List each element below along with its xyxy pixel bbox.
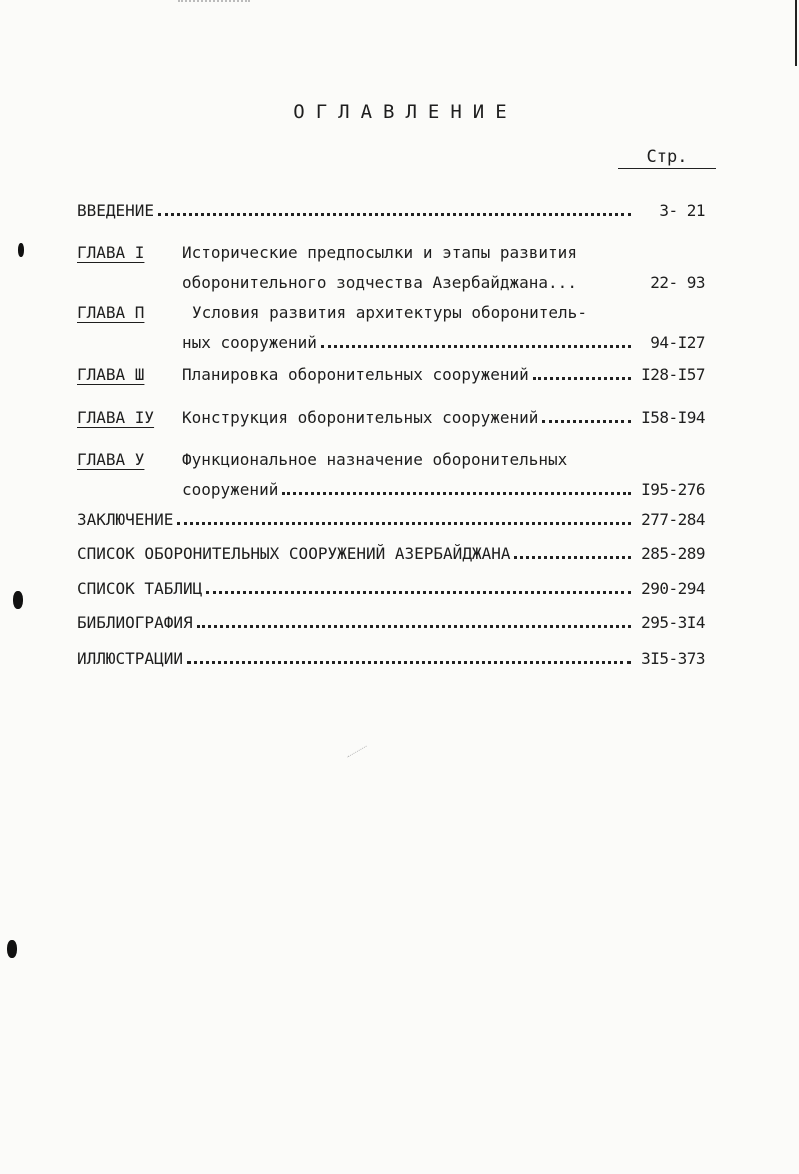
- entry-pages: 295-3I4: [641, 613, 705, 632]
- dot-leader: [177, 512, 631, 525]
- chapter-title-line1: Исторические предпосылки и этапы развития: [182, 243, 577, 262]
- entry-pages: 3I5-373: [641, 649, 705, 668]
- toc-entry-intro: [77, 196, 705, 226]
- toc-title: ОГЛАВЛЕНИЕ: [293, 101, 518, 123]
- dot-leader: [158, 203, 631, 216]
- toc-entry-conclusion: [77, 505, 705, 535]
- entry-pages: I58-I94: [641, 408, 705, 427]
- entry-label: ВВЕДЕНИЕ: [77, 201, 155, 220]
- entry-label: СПИСОК ТАБЛИЦ: [77, 579, 203, 598]
- dot-leader: [206, 581, 631, 594]
- entry-label: СПИСОК ОБОРОНИТЕЛЬНЫХ СООРУЖЕНИЙ АЗЕРБАЙДЖАНА: [77, 544, 511, 563]
- chapter-label: ГЛАВА Ш: [77, 365, 145, 384]
- dot-leader: [187, 651, 631, 664]
- toc-entry-table-list: [77, 574, 705, 604]
- chapter-label: ГЛАВА П: [77, 303, 145, 322]
- entry-label: ЗАКЛЮЧЕНИЕ: [77, 510, 174, 529]
- entry-pages: 290-294: [641, 579, 705, 598]
- entry-pages: 94-I27: [650, 333, 705, 352]
- toc-entry-fortification-list: [77, 539, 705, 569]
- entry-pages: 3- 21: [659, 201, 705, 220]
- binder-mark: [18, 243, 24, 257]
- chapter-title-line1: Конструкция оборонительных сооружений: [182, 408, 539, 427]
- toc-entry-bibliography: [77, 608, 705, 638]
- dot-leader: [197, 615, 631, 628]
- binder-mark: [13, 591, 23, 609]
- toc-entry-chapter-1: [77, 238, 705, 298]
- chapter-title-line1: Условия развития архитектуры оборонитель-: [192, 303, 587, 322]
- chapter-label: ГЛАВА У: [77, 450, 145, 469]
- entry-pages: 277-284: [641, 510, 705, 529]
- chapter-title-line1: Функциональное назначение оборонительных: [182, 450, 568, 469]
- chapter-title-line2: ных сооружений: [182, 333, 317, 352]
- dot-leader: [321, 335, 631, 348]
- dot-leader: [514, 546, 631, 559]
- chapter-title-line2: оборонительного зодчества Азербайджана...: [182, 273, 577, 292]
- dot-leader: [542, 410, 631, 423]
- chapter-label: ГЛАВА IУ: [77, 408, 155, 427]
- dot-leader: [533, 367, 631, 380]
- entry-pages: I95-276: [641, 480, 705, 499]
- entry-label: БИБЛИОГРАФИЯ: [77, 613, 193, 632]
- toc-entry-chapter-4: [77, 403, 705, 433]
- scan-artifact: [347, 746, 375, 772]
- page-column-label: Стр.: [618, 147, 716, 169]
- toc-entry-chapter-3: [77, 360, 705, 390]
- toc-entry-illustrations: [77, 644, 705, 674]
- entry-pages: I28-I57: [641, 365, 705, 384]
- binder-mark: [7, 940, 17, 958]
- toc-entry-chapter-2: [77, 298, 705, 358]
- chapter-title-line2: сооружений: [182, 480, 279, 499]
- scan-artifact: [178, 0, 250, 4]
- toc-entry-chapter-5: [77, 445, 705, 505]
- entry-label: ИЛЛЮСТРАЦИИ: [77, 649, 183, 668]
- chapter-title-line1: Планировка оборонительных сооружений: [182, 365, 529, 384]
- entry-pages: 285-289: [641, 544, 705, 563]
- entry-pages: 22- 93: [650, 273, 705, 292]
- page-edge-line: [795, 0, 797, 66]
- chapter-label: ГЛАВА I: [77, 243, 145, 262]
- dot-leader: [282, 482, 631, 495]
